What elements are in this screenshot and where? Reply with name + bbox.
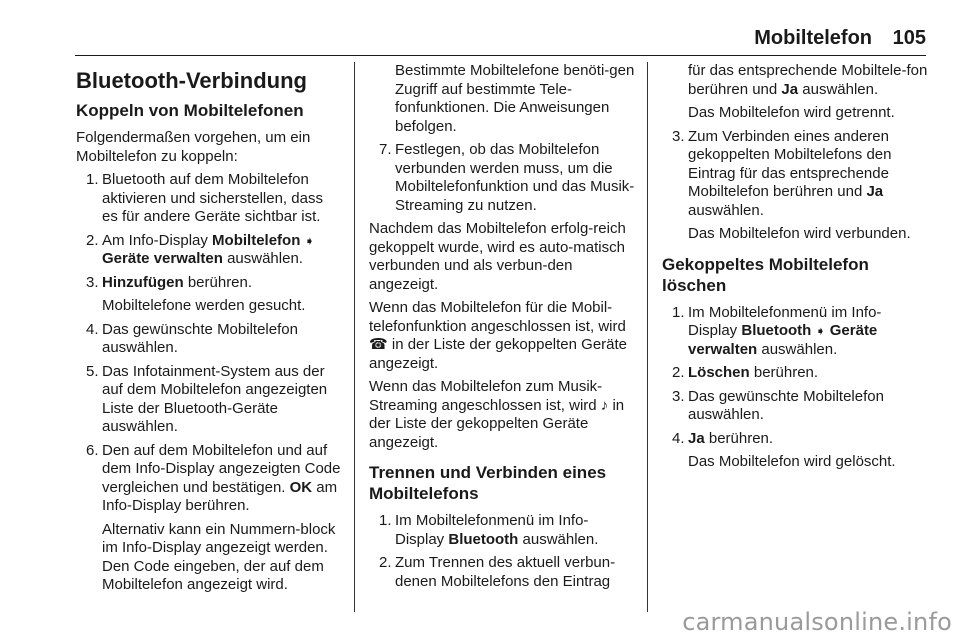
header-title: Mobiltelefon — [754, 27, 872, 49]
menu-term: Bluetooth — [741, 322, 812, 339]
subsection-heading: Gekoppeltes Mobiltelefon löschen — [662, 254, 869, 295]
menu-term: Löschen — [688, 364, 750, 381]
list-item: 1. Im Mobiltelefonmenü im Info-Display Bluetooth auswählen. — [379, 512, 599, 548]
list-item: 2. Zum Trennen des aktuell verbun-denen Mobiltelefons den Eintrag — [379, 554, 616, 590]
column-divider — [354, 62, 355, 612]
list-item: 3. Das gewünschte Mobiltelefon auswählen. — [672, 387, 884, 423]
column-1 — [76, 62, 342, 600]
paragraph: Nachdem das Mobiltelefon erfolg-reich gekoppelt wurde, wird es auto-matisch verbunden und als verbun-den angezeigt. — [369, 220, 626, 293]
menu-term: Ja — [688, 429, 705, 447]
list-item: 1. Bluetooth auf dem Mobiltelefon aktivieren und sicherstellen, dass es für andere Geräte sichtbar ist. — [86, 171, 323, 225]
subsection-heading: Trennen und Verbinden eines Mobiltelefons — [369, 463, 607, 503]
column-3 — [662, 62, 928, 477]
paragraph: Wenn das Mobiltelefon für die Mobil-telefonfunktion angeschlossen ist, wird ☎ in der Liste der gekoppelten Geräte angezeigt. — [369, 299, 628, 372]
connect-steps — [369, 512, 635, 591]
subsection-heading: Koppeln von Mobiltelefonen — [76, 101, 304, 120]
column-2 — [369, 62, 635, 596]
list-item: 5. Das Infotainment-System aus der auf dem Mobiltelefon angezeigten Liste der Bluetooth-Geräte auswählen. — [86, 362, 328, 435]
arrow-right-icon: ➧ — [815, 324, 826, 338]
list-item-continued: Bestimmte Mobiltelefone benöti-gen Zugriff auf bestimmte Tele-fonfunktionen. Die Anweisungen befolgen. — [395, 62, 635, 135]
step-note: Alternativ kann ein Nummern-block im Info-Display angezeigt werden. Den Code eingeben, der auf dem Mobiltelefon angezeigt wird. — [102, 520, 336, 593]
paragraph: Wenn das Mobiltelefon zum Musik-Streaming angeschlossen ist, wird ♪ in der Liste der gekoppelten Geräte angezeigt. — [369, 378, 625, 451]
pairing-steps — [76, 171, 342, 595]
header-rule — [75, 55, 926, 56]
step-result: Das Mobiltelefon wird gelöscht. — [688, 453, 896, 470]
menu-term: Ja — [781, 80, 799, 98]
list-item: 3. Hinzufügen berühren. Mobiltelefone werden gesucht. — [76, 274, 342, 316]
arrow-right-icon: ➧ — [304, 233, 315, 248]
menu-term: Bluetooth — [448, 530, 519, 548]
menu-term: Mobiltelefon — [212, 231, 301, 249]
menu-term: OK — [289, 478, 313, 496]
list-item-continued: für das entsprechende Mobiltele-fon berühren und Ja auswählen. Das Mobiltelefon wird getrennt. — [688, 62, 928, 121]
menu-term: Hinzufügen — [102, 273, 184, 291]
intro-text: Folgendermaßen vorgehen, um ein Mobiltelefon zu koppeln: — [76, 129, 311, 165]
page-number: 105 — [892, 27, 926, 49]
menu-term: Ja — [866, 183, 884, 200]
list-item: 6. Den auf dem Mobiltelefon und auf dem Info-Display angezeigten Code vergleichen und bestätigen. OK am Info-Display berühren. Alternativ kann ein Nummern-block im Info-Display angezeigt werden. Den Code eingeben, der auf dem Mobiltelefon angezeigt wird. — [86, 441, 341, 593]
watermark: carmanualsonline.info — [682, 608, 952, 636]
delete-steps — [662, 304, 928, 472]
list-item: 2. Am Info-Display Mobiltelefon ➧ Geräte verwalten auswählen. — [86, 231, 315, 267]
list-item: 4. Das gewünschte Mobiltelefon auswählen. — [86, 320, 298, 356]
step-result: Das Mobiltelefon wird verbunden. — [688, 225, 911, 242]
music-note-icon: ♪ — [600, 396, 609, 414]
list-item: 4. Ja berühren. Das Mobiltelefon wird gelöscht. — [662, 430, 928, 472]
step-result: Mobiltelefone werden gesucht. — [102, 297, 306, 314]
list-item: 2. Löschen berühren. — [672, 364, 819, 381]
menu-term: Geräte verwalten — [688, 322, 878, 358]
page-header — [0, 27, 960, 57]
section-heading: Bluetooth-Verbindung — [76, 68, 307, 93]
phone-icon: ☎ — [369, 336, 388, 353]
list-item: 1. Im Mobiltelefonmenü im Info-Display Bluetooth ➧ Geräte verwalten auswählen. — [672, 303, 882, 358]
menu-term: Geräte verwalten — [102, 250, 223, 267]
list-item: 7. Festlegen, ob das Mobiltelefon verbunden werden muss, um die Mobiltelefonfunktion und das Musik-Streaming zu nutzen. — [379, 141, 635, 214]
list-item: 3. Zum Verbinden eines anderen gekoppelten Mobiltelefons den Eintrag für das entsprechende Mobiltelefon berühren und Ja auswählen. Das Mobiltelefon wird verbunden. — [662, 128, 928, 244]
step-result: Das Mobiltelefon wird getrennt. — [688, 104, 895, 121]
column-divider — [647, 62, 648, 612]
